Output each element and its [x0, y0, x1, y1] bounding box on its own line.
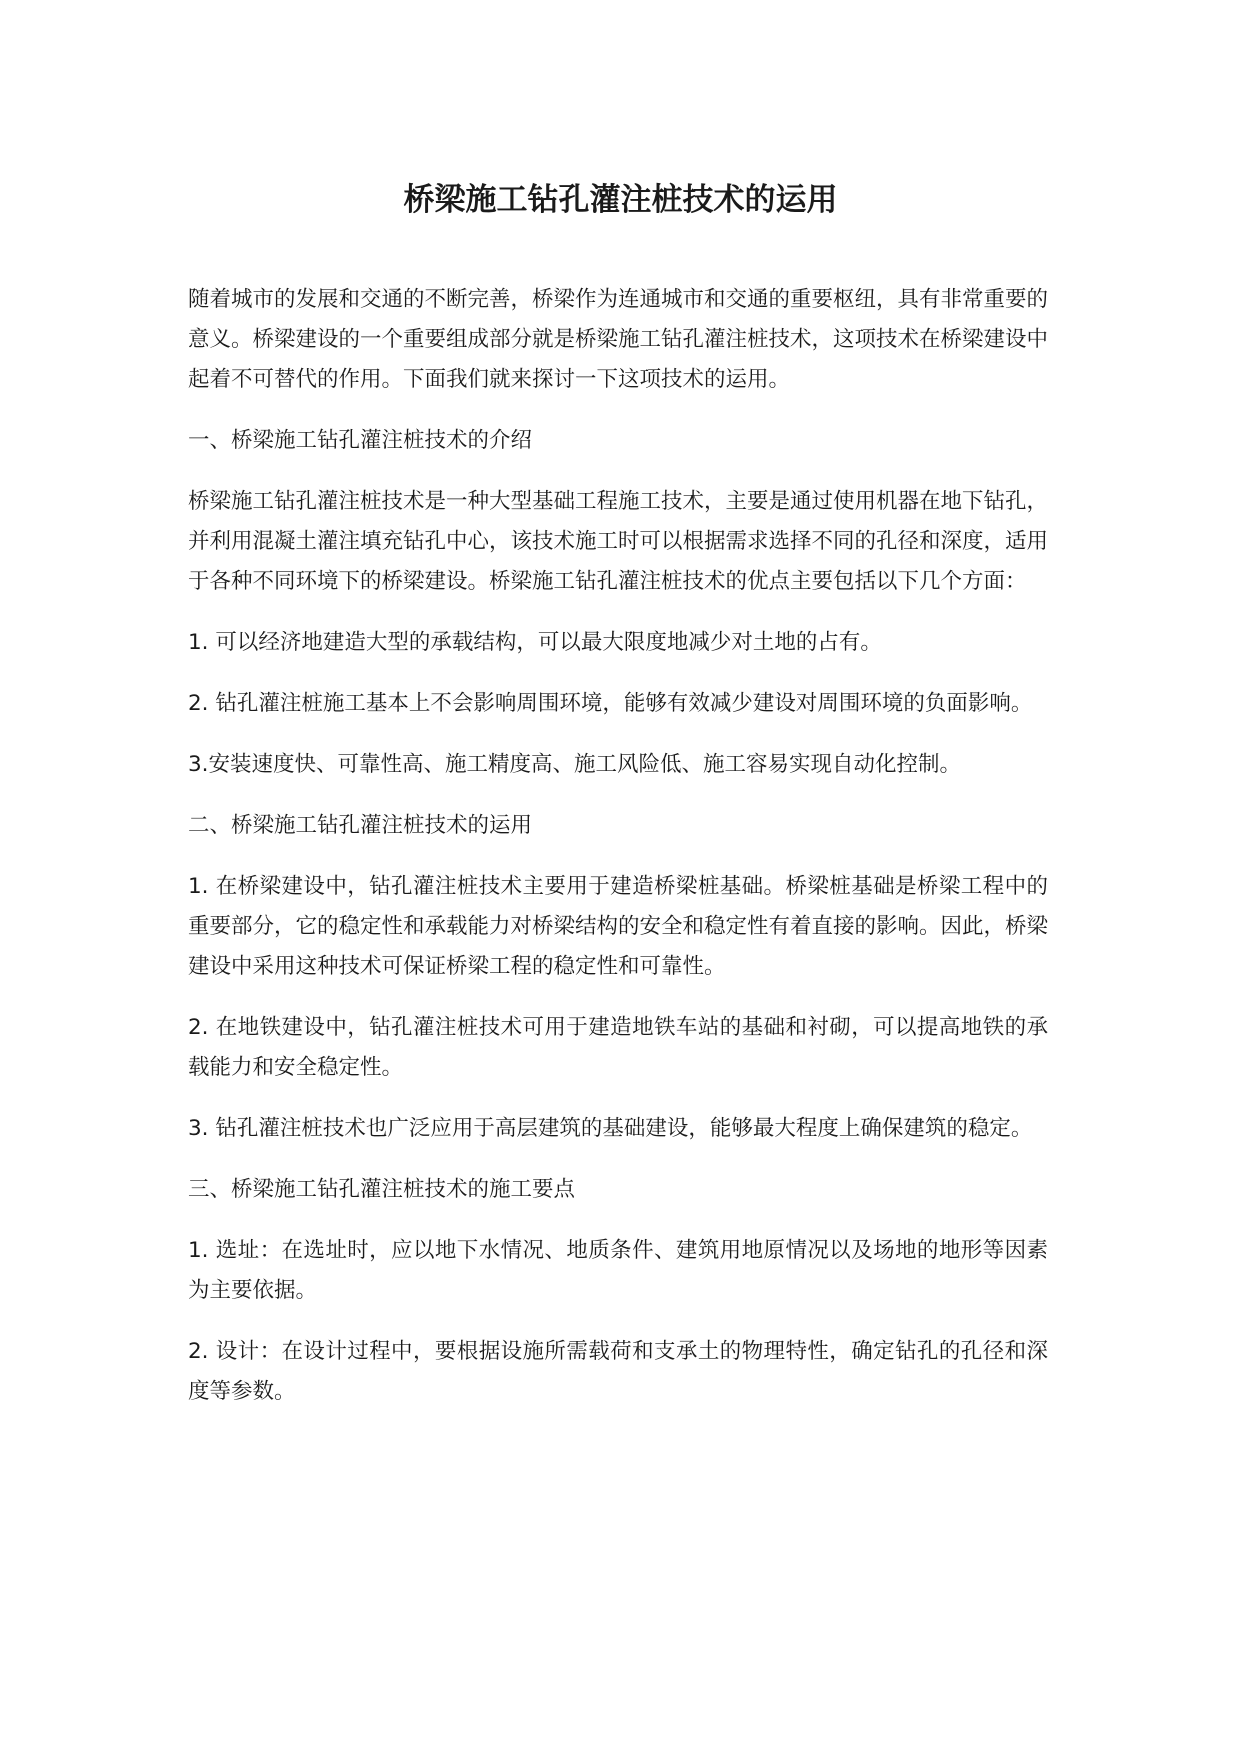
- section-2-item-2: 2. 在地铁建设中，钻孔灌注桩技术可用于建造地铁车站的基础和衬砌，可以提高地铁的承载能力和安全稳定性。: [188, 1015, 1048, 1080]
- section-1-item-1: 1. 可以经济地建造大型的承载结构，可以最大限度地减少对土地的占有。: [188, 630, 882, 655]
- section-1-body: 桥梁施工钻孔灌注桩技术是一种大型基础工程施工技术，主要是通过使用机器在地下钻孔，并利用混凝土灌注填充钻孔中心，该技术施工时可以根据需求选择不同的孔径和深度，适用于各种不同环境下的桥梁建设。桥梁施工钻孔灌注桩技术的优点主要包括以下几个方面：: [188, 489, 1049, 594]
- section-1-item-2: 2. 钻孔灌注桩施工基本上不会影响周围环境，能够有效减少建设对周围环境的负面影响。: [188, 691, 1033, 716]
- section-2-item-3: 3. 钻孔灌注桩技术也广泛应用于高层建筑的基础建设，能够最大程度上确保建筑的稳定。: [188, 1116, 1033, 1141]
- section-1-item-3: 3.安装速度快、可靠性高、施工精度高、施工风险低、施工容易实现自动化控制。: [188, 752, 962, 777]
- document-body: [188, 280, 1048, 1433]
- section-2-heading: 二、桥梁施工钻孔灌注桩技术的运用: [188, 813, 533, 838]
- section-3-item-1: 1. 选址：在选址时，应以地下水情况、地质条件、建筑用地原情况以及场地的地形等因素为主要依据。: [188, 1238, 1048, 1303]
- section-2-item-1: 1. 在桥梁建设中，钻孔灌注桩技术主要用于建造桥梁桩基础。桥梁桩基础是桥梁工程中的重要部分，它的稳定性和承载能力对桥梁结构的安全和稳定性有着直接的影响。因此，桥梁建设中采用这种技术可保证桥梁工程的稳定性和可靠性。: [188, 874, 1049, 979]
- section-3-item-2: 2. 设计：在设计过程中，要根据设施所需载荷和支承土的物理特性，确定钻孔的孔径和深度等参数。: [188, 1339, 1048, 1404]
- section-1-heading: 一、桥梁施工钻孔灌注桩技术的介绍: [188, 428, 533, 453]
- intro-paragraph: 随着城市的发展和交通的不断完善，桥梁作为连通城市和交通的重要枢纽，具有非常重要的意义。桥梁建设的一个重要组成部分就是桥梁施工钻孔灌注桩技术，这项技术在桥梁建设中起着不可替代的作用。下面我们就来探讨一下这项技术的运用。: [188, 287, 1049, 392]
- document-title: 桥梁施工钻孔灌注桩技术的运用: [403, 182, 838, 218]
- section-3-heading: 三、桥梁施工钻孔灌注桩技术的施工要点: [188, 1177, 576, 1202]
